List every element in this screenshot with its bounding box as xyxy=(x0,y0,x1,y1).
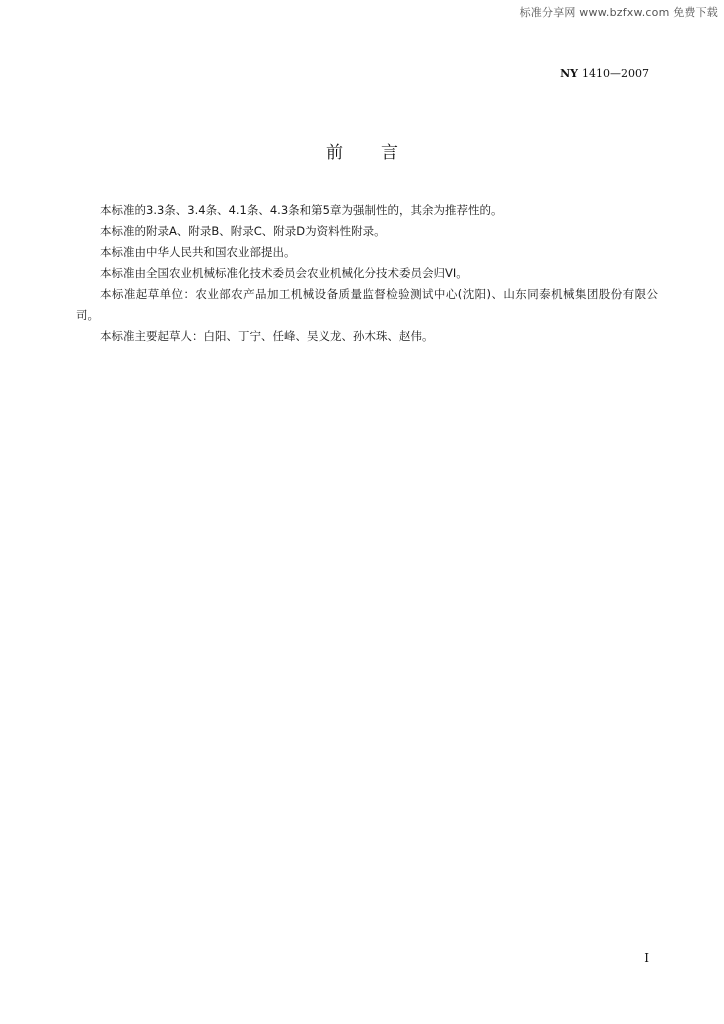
paragraph-drafting-organizations: 本标准起草单位：农业部农产品加工机械设备质量监督检验测试中心(沈阳)、山东同泰机械集团股份有限公司。 xyxy=(76,287,658,322)
paragraph-mandatory-clauses: 本标准的3.3条、3.4条、4.1条、4.3条和第5章为强制性的，其余为推荐性的。 xyxy=(100,203,503,217)
page-title: 前言 xyxy=(326,143,436,163)
standard-code-prefix: NY xyxy=(560,67,578,80)
paragraph-informative-annexes: 本标准的附录A、附录B、附录C、附录D为资料性附录。 xyxy=(100,224,386,238)
foreword-body xyxy=(76,200,658,347)
standard-code xyxy=(560,67,649,80)
page-number: I xyxy=(644,951,649,965)
paragraph-centralized-by: 本标准由全国农业机械标准化技术委员会农业机械化分技术委员会归VI。 xyxy=(100,266,468,280)
site-watermark: 标准分享网 www.bzfxw.com 免费下载 xyxy=(519,6,718,19)
standard-code-number: 1410—2007 xyxy=(582,67,649,80)
paragraph-drafters: 本标准主要起草人：白阳、丁宁、任峰、吴义龙、孙木珠、赵伟。 xyxy=(100,329,434,343)
paragraph-proposed-by: 本标准由中华人民共和国农业部提出。 xyxy=(100,245,296,259)
